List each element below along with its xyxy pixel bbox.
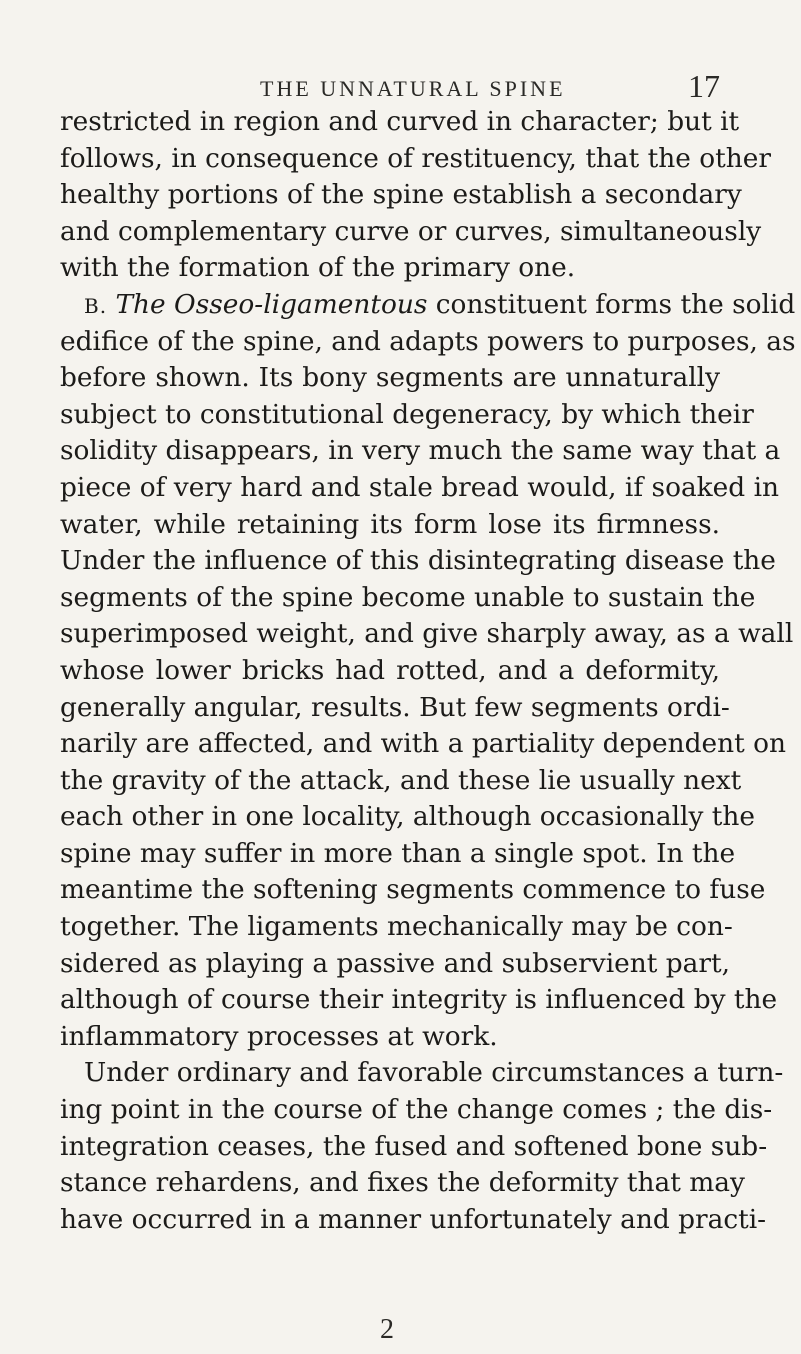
text-line: healthy portions of the spine establish a secondary — [60, 179, 742, 211]
text-line: Under ordinary and favorable circumstances a turn- — [84, 1057, 784, 1089]
text-line: subject to constitutional degeneracy, by which their — [60, 398, 754, 430]
signature-mark: 2 — [380, 1314, 394, 1345]
text-line: solidity disappears, in very much the same way that a — [60, 435, 781, 467]
text-line: before shown. Its bony segments are unnaturally — [60, 362, 720, 394]
text-line: narily are affected, and with a partiality dependent on — [60, 728, 787, 760]
text-line: Under the influence of this disintegrating disease the — [60, 545, 776, 577]
running-head — [60, 68, 720, 108]
text-line: water, while retaining its form lose its firmness. — [60, 508, 720, 540]
text-line: whose lower bricks had rotted, and a deformity, — [60, 654, 720, 686]
text-line: follows, in consequence of restituency, that the other — [60, 142, 771, 174]
text-line: integration ceases, the fused and softened bone sub- — [60, 1130, 768, 1162]
text-line: piece of very hard and stale bread would, if soaked in — [60, 471, 780, 503]
text-line: the gravity of the attack, and these lie usually next — [60, 764, 742, 796]
text-line: have occurred in a manner unfortunately and practi- — [60, 1203, 767, 1235]
text-line: stance rehardens, and fixes the deformity that may — [60, 1167, 745, 1199]
text-line: sidered as playing a passive and subservient part, — [60, 947, 730, 979]
paragraph-marker: B. — [84, 293, 108, 318]
text-line: ing point in the course of the change comes ; the dis- — [60, 1094, 773, 1126]
text-line: segments of the spine become unable to sustain the — [60, 581, 756, 613]
text-line: generally angular, results. But few segments ordi- — [60, 691, 730, 723]
text-line: spine may suffer in more than a single spot. In the — [60, 837, 736, 869]
text-line: and complementary curve or curves, simultaneously — [60, 215, 762, 247]
text-line: meantime the softening segments commence to fuse — [60, 874, 766, 906]
page-number: 17 — [688, 68, 720, 104]
running-title: THE UNNATURAL SPINE — [260, 76, 566, 101]
text-line: inflammatory processes at work. — [60, 1020, 498, 1052]
text-line: edifice of the spine, and adapts powers to purposes, as — [60, 325, 796, 357]
paragraph-b-title-rest: constituent forms the solid — [427, 288, 796, 320]
text-line: each other in one locality, although occasionally the — [60, 801, 755, 833]
text-line: restricted in region and curved in character; but it — [60, 106, 740, 137]
text-line: although of course their integrity is influenced by the — [60, 984, 778, 1016]
body-text — [60, 104, 796, 1238]
paragraph-b-title: The Osseo-ligamentous — [115, 288, 428, 320]
text-line: together. The ligaments mechanically may be con- — [60, 911, 733, 943]
text-line: superimposed weight, and give sharply away, as a wall — [60, 618, 794, 650]
paragraph-b-heading-line — [60, 287, 796, 324]
text-line: with the formation of the primary one. — [60, 252, 576, 284]
